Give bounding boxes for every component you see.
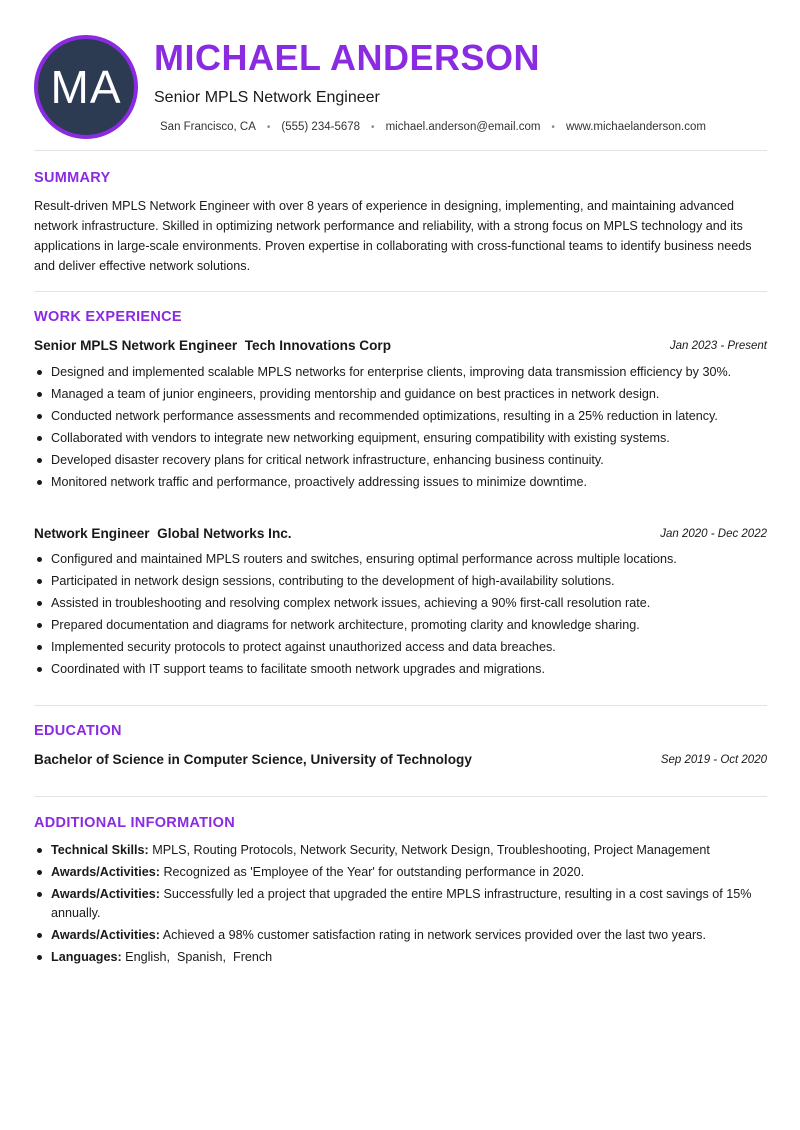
list-item: Coordinated with IT support teams to facilitate smooth network upgrades and migrations.: [34, 660, 767, 679]
list-item: [34, 926, 767, 945]
item-label: Awards/Activities:: [51, 887, 160, 902]
avatar: [34, 35, 138, 139]
item-text: English, Spanish, French: [121, 949, 273, 964]
experience-heading: WORK EXPERIENCE: [34, 309, 182, 325]
job-header: [34, 338, 767, 356]
contact-website[interactable]: www.michaelanderson.com: [565, 121, 706, 133]
list-item: Monitored network traffic and performance, proactively addressing issues to minimize downtime.: [34, 473, 767, 492]
item-label: Languages:: [51, 949, 122, 964]
list-item: Implemented security protocols to protect against unauthorized access and data breaches.: [34, 638, 767, 657]
additional-list: [34, 841, 767, 970]
resume-header: [0, 0, 800, 150]
summary-heading: SUMMARY: [34, 170, 111, 186]
job-title: Senior MPLS Network Engineer Tech Innovations Corp: [34, 338, 392, 353]
job-dates: Jan 2023 - Present: [669, 340, 767, 352]
additional-heading: ADDITIONAL INFORMATION: [34, 815, 235, 831]
list-item: Developed disaster recovery plans for critical network infrastructure, enhancing business continuity.: [34, 451, 767, 470]
bullet-separator: •: [371, 121, 375, 133]
education-heading: EDUCATION: [34, 723, 122, 739]
section-divider: [34, 705, 767, 706]
education-entry: [34, 752, 767, 770]
list-item: Participated in network design sessions, contributing to the development of high-availability solutions.: [34, 572, 767, 591]
list-item: Conducted network performance assessments and recommended optimizations, resulting in a 25% reduction in latency.: [34, 407, 767, 426]
job-header: [34, 526, 767, 544]
list-item: Managed a team of junior engineers, providing mentorship and guidance on best practices in network design.: [34, 385, 767, 404]
list-item: [34, 863, 767, 882]
item-text: Achieved a 98% customer satisfaction rating in network services provided over the last two years.: [159, 927, 706, 942]
job-dates: Jan 2020 - Dec 2022: [660, 528, 767, 540]
job-bullets: [34, 363, 767, 496]
item-label: Technical Skills:: [51, 843, 149, 857]
avatar-initials: MA: [50, 61, 122, 113]
list-item: Designed and implemented scalable MPLS networks for enterprise clients, improving data transmission efficiency by 30%.: [34, 363, 767, 382]
item-text: MPLS, Routing Protocols, Network Security, Network Design, Troubleshooting, Project Management: [148, 843, 710, 857]
bullet-separator: •: [551, 121, 555, 133]
list-item: Prepared documentation and diagrams for network architecture, promoting clarity and knowledge sharing.: [34, 616, 767, 635]
section-divider: [34, 796, 767, 797]
contact-email[interactable]: michael.anderson@email.com: [385, 121, 541, 133]
list-item: [34, 841, 767, 860]
candidate-role: Senior MPLS Network Engineer: [154, 89, 380, 106]
contact-location: San Francisco, CA: [160, 121, 256, 133]
summary-text: Result-driven MPLS Network Engineer with over 8 years of experience in designing, implementing, and maintaining advanced network infrastructure. Skilled in optimizing network performance and reliability, with a strong focus on MPLS technology and its applications in large-scale environments. Proven expertise in collaborating with cross-functional teams to identify business needs and deliver effective network solutions.: [34, 199, 752, 273]
item-label: Awards/Activities:: [51, 865, 160, 880]
item-label: Awards/Activities:: [51, 927, 160, 942]
candidate-name: MICHAEL ANDERSON: [154, 37, 541, 78]
list-item: [34, 948, 767, 967]
education-dates: Sep 2019 - Oct 2020: [660, 754, 767, 766]
list-item: Configured and maintained MPLS routers and switches, ensuring optimal performance across multiple locations.: [34, 550, 767, 569]
item-text: Recognized as 'Employee of the Year' for outstanding performance in 2020.: [159, 865, 585, 880]
section-divider: [34, 150, 767, 151]
list-item: [34, 885, 767, 922]
job-title: Network Engineer Global Networks Inc.: [34, 526, 292, 541]
item-text: Successfully led a project that upgraded the entire MPLS infrastructure, resulting in a cost savings of 15% annually.: [51, 887, 752, 920]
contact-line: [160, 121, 706, 133]
section-divider: [34, 291, 767, 292]
bullet-separator: •: [266, 121, 271, 133]
job-bullets: [34, 550, 767, 683]
contact-phone: (555) 234-5678: [281, 121, 361, 133]
list-item: Collaborated with vendors to integrate new networking equipment, ensuring compatibility with existing systems.: [34, 429, 767, 448]
degree-title: Bachelor of Science in Computer Science, University of Technology: [34, 752, 472, 767]
list-item: Assisted in troubleshooting and resolving complex network issues, achieving a 90% first-call resolution rate.: [34, 594, 767, 613]
